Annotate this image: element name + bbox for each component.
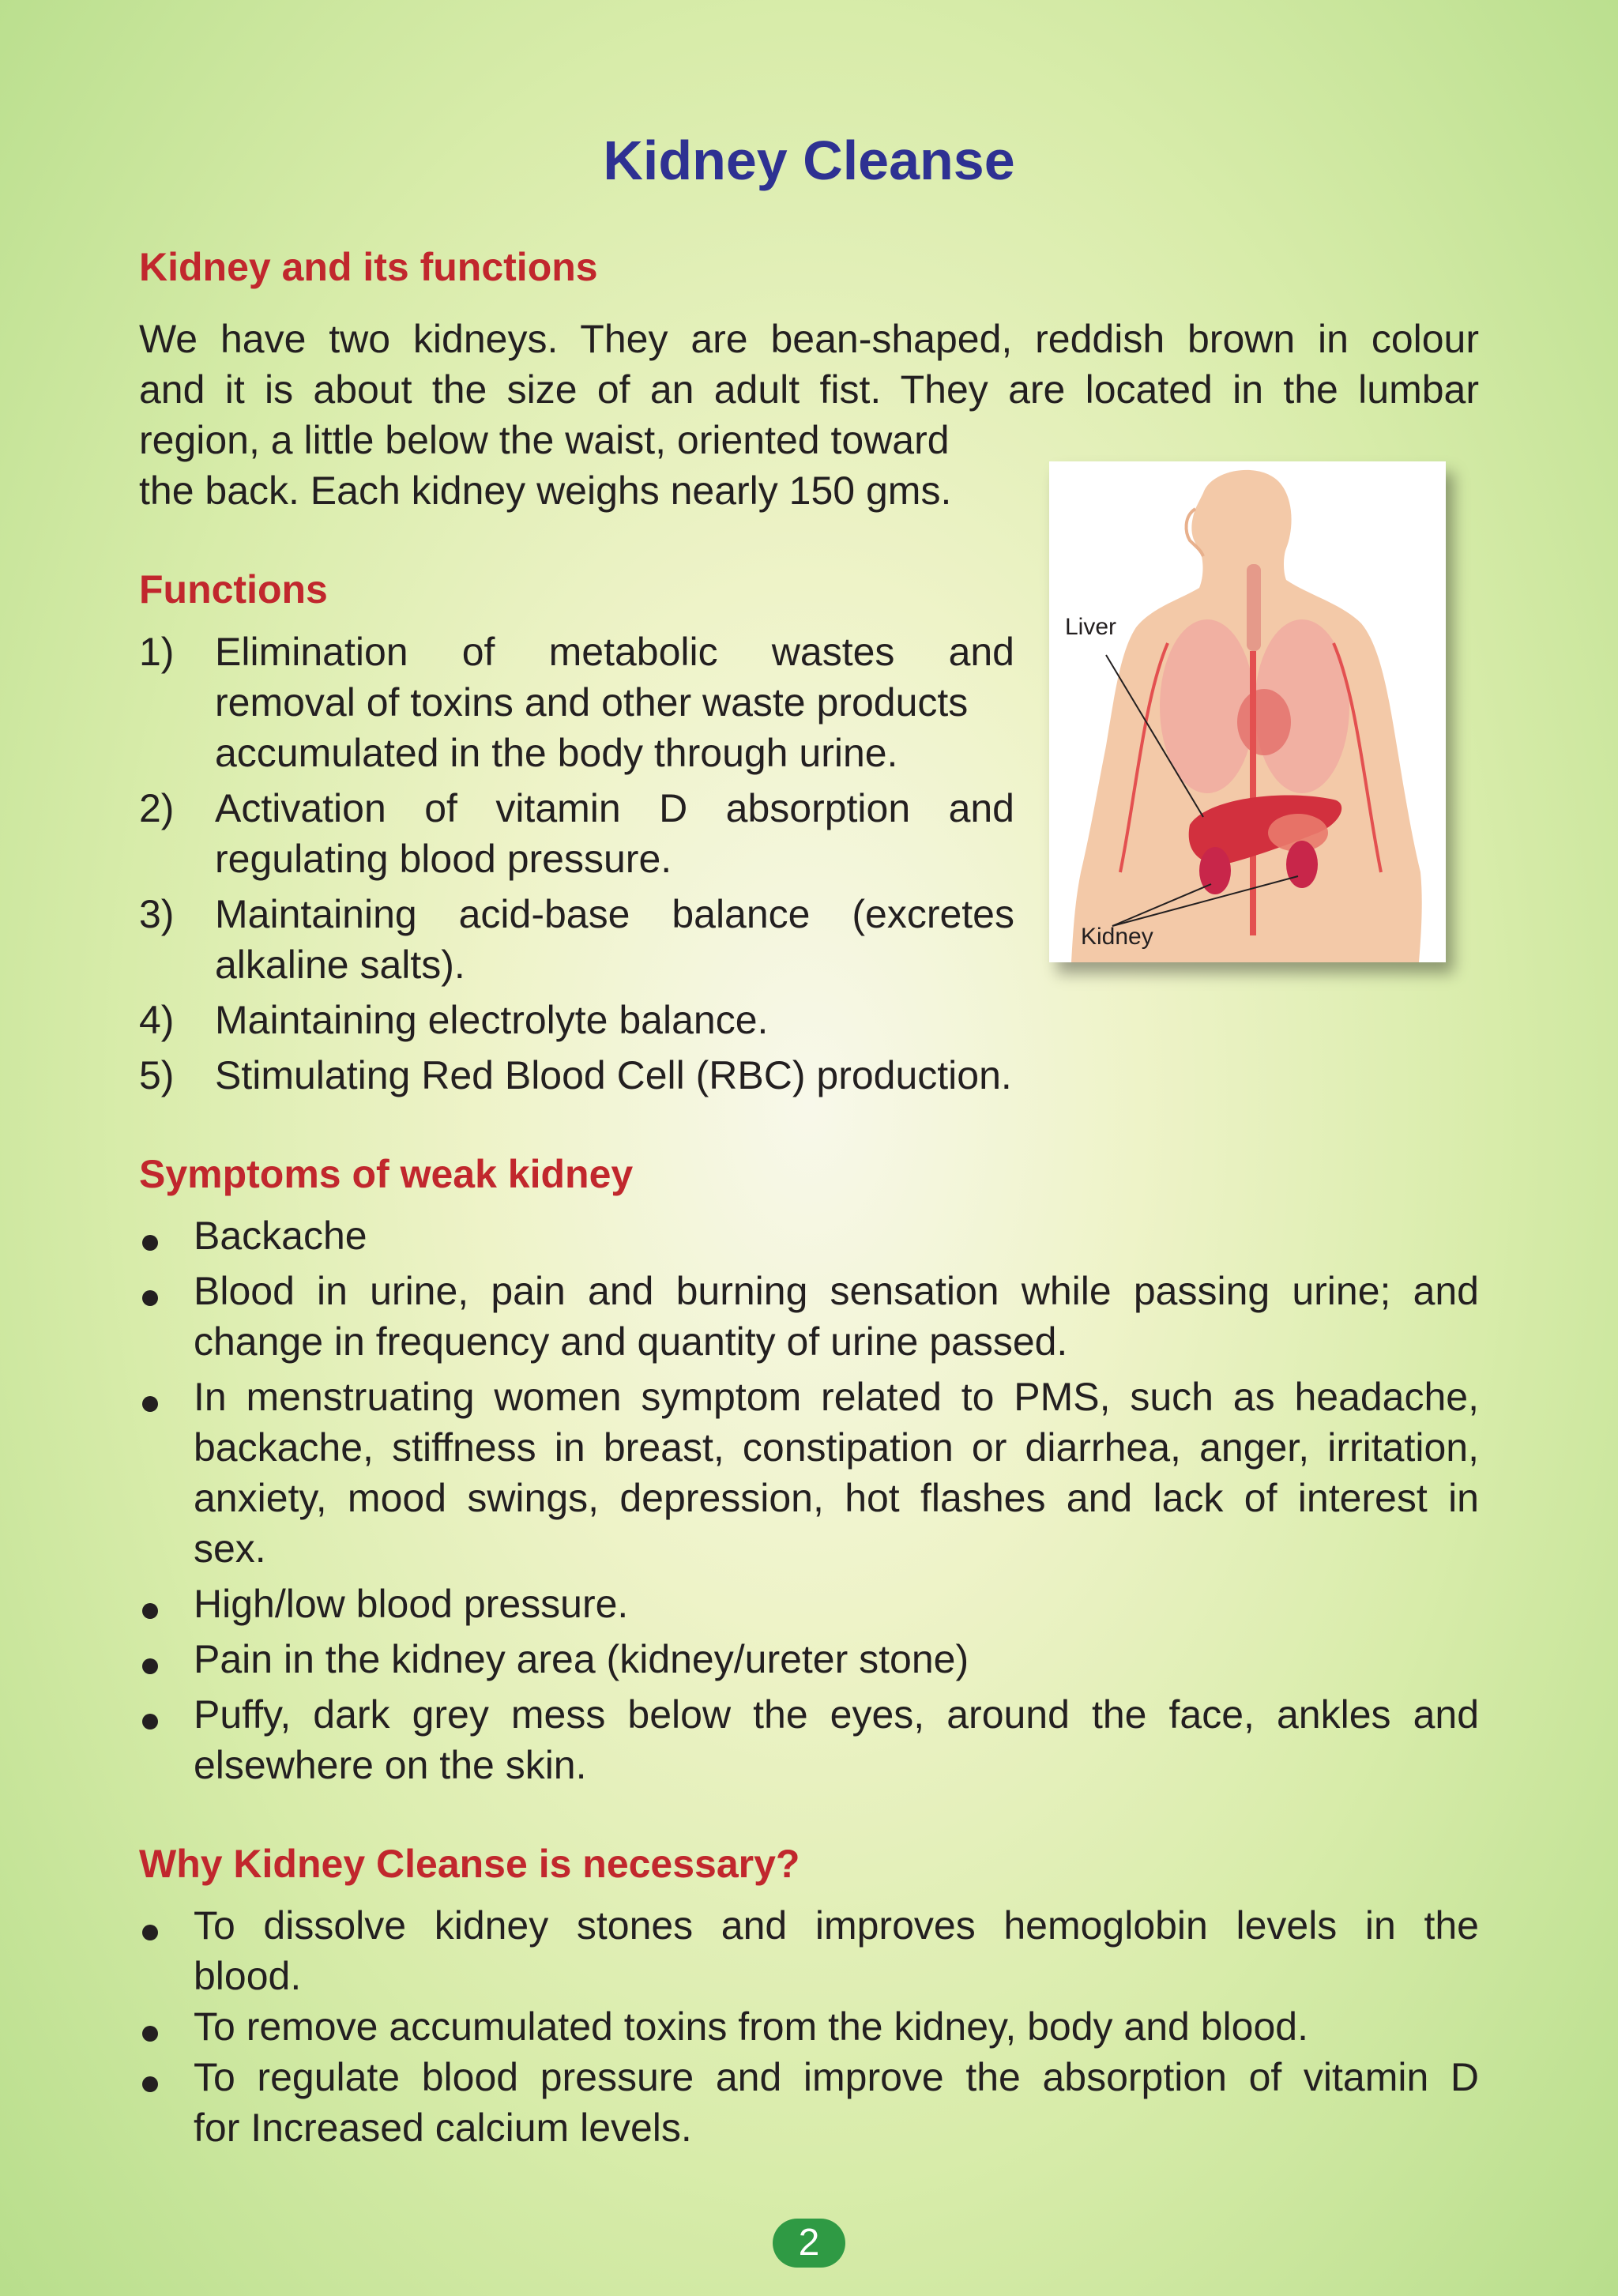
function-item-5-line-1: Stimulating Red Blood Cell (RBC) production. bbox=[215, 1053, 1012, 1097]
function-item-1-line-3: accumulated in the body through urine. bbox=[215, 731, 898, 775]
bullet-icon bbox=[142, 1714, 158, 1730]
function-number: 4) bbox=[139, 998, 175, 1042]
why-item-2-line-1: To remove accumulated toxins from the kidney, body and blood. bbox=[194, 2004, 1308, 2049]
function-number: 3) bbox=[139, 892, 175, 936]
symptom-item-2-line-2: change in frequency and quantity of urine passed. bbox=[194, 1319, 1068, 1364]
anatomy-illustration bbox=[1049, 461, 1446, 962]
bullet-icon bbox=[142, 2026, 158, 2042]
liver-label: Liver bbox=[1065, 614, 1117, 640]
function-item-2-line-2: regulating blood pressure. bbox=[215, 837, 672, 881]
symptom-item-2-line-1: Blood in urine, pain and burning sensation while passing urine; and bbox=[194, 1269, 1479, 1313]
section-heading-functions: Functions bbox=[139, 567, 328, 612]
symptom-item-1-line-1: Backache bbox=[194, 1214, 367, 1258]
bullet-icon bbox=[142, 1658, 158, 1674]
why-item-1-line-1: To dissolve kidney stones and improves hemoglobin levels in the bbox=[194, 1903, 1479, 1948]
intro-line-4: the back. Each kidney weighs nearly 150 gms. bbox=[139, 469, 952, 513]
intro-line-3: region, a little below the waist, oriented toward bbox=[139, 418, 950, 462]
symptom-item-3-line-3: anxiety, mood swings, depression, hot flashes and lack of interest in bbox=[194, 1476, 1479, 1520]
function-item-3-line-1: Maintaining acid-base balance (excretes bbox=[215, 892, 1014, 936]
bullet-icon bbox=[142, 1290, 158, 1306]
intro-line-2: and it is about the size of an adult fist. They are located in the lumbar bbox=[139, 367, 1479, 412]
function-number: 5) bbox=[139, 1053, 175, 1097]
bullet-icon bbox=[142, 1396, 158, 1412]
anatomy-figure bbox=[1049, 461, 1446, 962]
function-item-2-line-1: Activation of vitamin D absorption and bbox=[215, 786, 1014, 830]
section-heading-kidney-functions: Kidney and its functions bbox=[139, 245, 598, 289]
right-kidney bbox=[1286, 841, 1318, 888]
symptom-item-6-line-2: elsewhere on the skin. bbox=[194, 1743, 587, 1787]
why-item-3-line-2: for Increased calcium levels. bbox=[194, 2106, 692, 2150]
function-item-1-line-1: Elimination of metabolic wastes and bbox=[215, 630, 1014, 674]
symptom-item-3-line-1: In menstruating women symptom related to PMS, such as headache, bbox=[194, 1375, 1479, 1419]
function-number: 2) bbox=[139, 786, 175, 830]
symptom-item-6-line-1: Puffy, dark grey mess below the eyes, around the face, ankles and bbox=[194, 1692, 1479, 1737]
bullet-icon bbox=[142, 1235, 158, 1251]
section-heading-symptoms: Symptoms of weak kidney bbox=[139, 1152, 634, 1196]
intro-line-1: We have two kidneys. They are bean-shaped, reddish brown in colour bbox=[139, 317, 1479, 361]
symptom-item-3-line-4: sex. bbox=[194, 1526, 266, 1571]
bullet-icon bbox=[142, 1925, 158, 1940]
function-item-1-line-2: removal of toxins and other waste products bbox=[215, 680, 969, 725]
kidney-label: Kidney bbox=[1081, 924, 1153, 950]
section-heading-why: Why Kidney Cleanse is necessary? bbox=[139, 1842, 800, 1886]
why-item-1-line-2: blood. bbox=[194, 1954, 302, 1998]
function-number: 1) bbox=[139, 630, 175, 674]
symptom-item-5-line-1: Pain in the kidney area (kidney/ureter stone) bbox=[194, 1637, 969, 1681]
symptom-item-4-line-1: High/low blood pressure. bbox=[194, 1582, 629, 1626]
trachea bbox=[1247, 564, 1261, 651]
function-item-4-line-1: Maintaining electrolyte balance. bbox=[215, 998, 769, 1042]
symptom-item-3-line-2: backache, stiffness in breast, constipation or diarrhea, anger, irritation, bbox=[194, 1425, 1479, 1470]
heart bbox=[1237, 689, 1291, 755]
why-item-3-line-1: To regulate blood pressure and improve the absorption of vitamin D bbox=[194, 2055, 1479, 2099]
page-number-badge: 2 bbox=[773, 2219, 845, 2268]
page-title: Kidney Cleanse bbox=[603, 130, 1015, 191]
function-item-3-line-2: alkaline salts). bbox=[215, 943, 465, 987]
bullet-icon bbox=[142, 2076, 158, 2092]
bullet-icon bbox=[142, 1603, 158, 1619]
